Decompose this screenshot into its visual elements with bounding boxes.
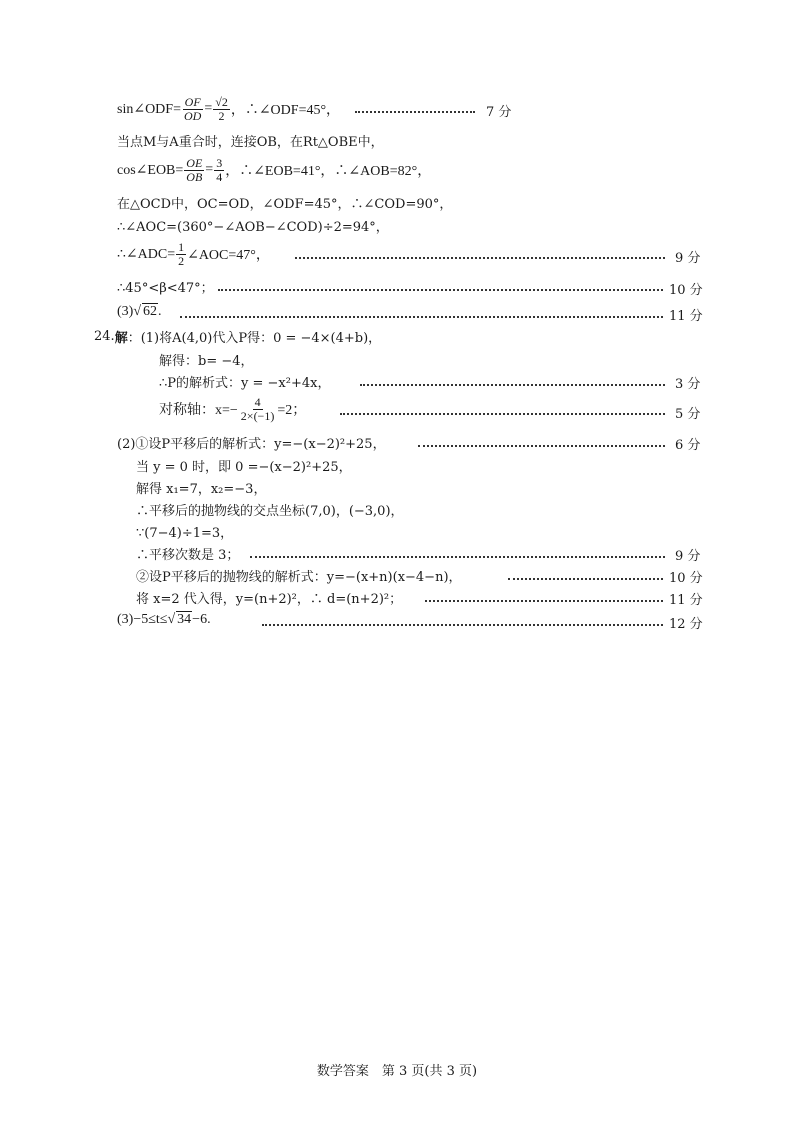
- line-beta-range: ∴45°<β<47°；: [117, 281, 214, 296]
- leader-dots: [340, 413, 665, 415]
- leader-dots: [262, 624, 663, 626]
- fraction-root2-2: $\frac{√2}{2}$: [215, 94, 228, 123]
- q24-line-1: 24. 解 ：(1)将A(4,0)代入P得：0 = −4×(4+b)，: [94, 329, 382, 346]
- score-label: 10 分: [669, 283, 703, 298]
- score-label: 11 分: [669, 309, 703, 324]
- fraction-of-od: $\frac{OF}{OD}$: [183, 94, 202, 123]
- line-angle-aoc: ∴∠AOC=(360°−∠AOB−∠COD)÷2=94°，: [117, 220, 389, 235]
- solution-label: 解: [114, 331, 128, 346]
- q24-line-6: 当 y = 0 时，即 0 =−(x−2)²+25，: [136, 460, 352, 475]
- line-cos-eob: cos∠EOB= $\frac{OE}{OB}$ = $\frac{3}{4}$ ，∴∠EOB=41°，∴∠AOB=82°，: [117, 155, 432, 184]
- leader-dots: [295, 257, 665, 259]
- q24-line-13: (3)−5≤t≤ √ 34 −6.: [117, 611, 211, 627]
- leader-dots: [250, 556, 665, 558]
- score-label: 3 分: [675, 377, 701, 392]
- score-label: 5 分: [675, 407, 701, 422]
- fraction-3-4: $\frac{3}{4}$: [216, 155, 223, 184]
- line-part3-answer: (3) √ 62 .: [117, 303, 162, 319]
- line-3-tail: ，∴∠EOB=41°，∴∠AOB=82°，: [225, 164, 432, 179]
- line-triangle-ocd: 在△OCD中，OC=OD，∠ODF=45°，∴∠COD=90°，: [117, 197, 453, 212]
- leader-dots: [180, 316, 663, 318]
- score-label: 9 分: [675, 549, 701, 564]
- adc-prefix: ∴∠ADC=: [117, 246, 176, 262]
- q24-line-10: ∴平移次数是 3；: [136, 548, 240, 563]
- leader-dots: [355, 111, 475, 113]
- page-footer: 数学答案 第 3 页(共 3 页): [316, 1064, 478, 1079]
- line-sin-odf: sin∠ODF= $\frac{OF}{OD}$ = $\frac{√2}{2}$ ，∴∠ODF=45°，: [117, 94, 341, 123]
- line-6-tail: ∠AOC=47°，: [187, 248, 270, 263]
- score-label: 10 分: [669, 571, 703, 586]
- cos-prefix: cos∠EOB=: [117, 162, 184, 178]
- q24-line-3: ∴P的解析式：y = −x²+4x，: [159, 376, 331, 391]
- score-label: 12 分: [669, 617, 703, 632]
- score-label: 7 分: [486, 105, 512, 120]
- leader-dots: [218, 289, 663, 291]
- q24-line-7: 解得 x₁=7，x₂=−3，: [136, 482, 267, 497]
- sin-prefix: sin∠ODF=: [117, 101, 181, 117]
- score-label: 11 分: [669, 593, 703, 608]
- q24-line-2: 解得：b= −4，: [159, 354, 254, 369]
- fraction-1-2: $\frac{1}{2}$: [178, 239, 185, 268]
- leader-dots: [418, 445, 665, 447]
- fraction-axis: $\frac{4}{2\times(-1)}$: [240, 394, 275, 423]
- line-angle-adc: [117, 239, 270, 269]
- q24-line-8: ∴平移后的抛物线的交点坐标(7,0)，(−3,0)，: [136, 504, 404, 519]
- q24-line-5: (2)①设P平移后的解析式：y=−(x−2)²+25，: [117, 437, 386, 452]
- score-label: 9 分: [675, 251, 701, 266]
- q24-line-9: ∵(7−4)÷1=3，: [136, 526, 234, 541]
- leader-dots: [508, 578, 663, 580]
- question-number: 24.: [94, 329, 115, 344]
- leader-dots: [425, 600, 663, 602]
- line-m-coincide-a: 当点M与A重合时，连接OB，在Rt△OBE中，: [117, 135, 384, 150]
- q24-line-12: 将 x=2 代入得，y=(n+2)²，∴ d=(n+2)²；: [136, 592, 403, 607]
- fraction-oe-ob: $\frac{OE}{OB}$: [186, 155, 203, 184]
- leader-dots: [360, 384, 665, 386]
- q24-line-4: 对称轴：x=− $\frac{4}{2\times(-1)}$ =2；: [159, 394, 307, 423]
- score-label: 6 分: [675, 438, 701, 453]
- q24-line-11: ②设P平移后的抛物线的解析式：y=−(x+n)(x−4−n)，: [136, 570, 462, 585]
- line-1-tail: ，∴∠ODF=45°，: [230, 103, 341, 118]
